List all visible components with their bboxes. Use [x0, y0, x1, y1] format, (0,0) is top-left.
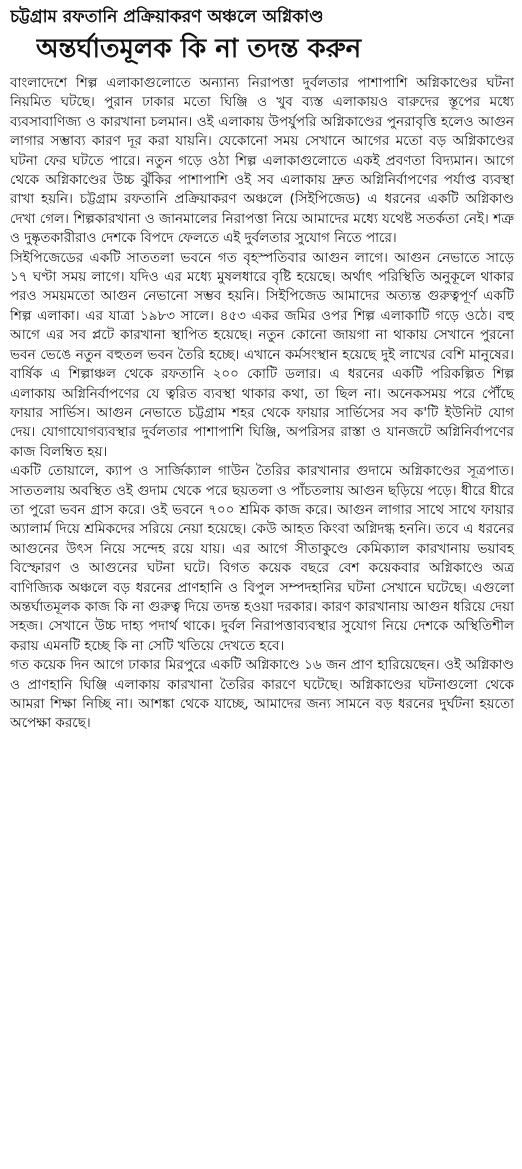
article-paragraph-2: সিইপিজেডের একটি সাততলা ভবনে গত বৃহস্পতিবার আগুন লাগে। আগুন নেভাতে সাড়ে ১৭ ঘণ্টা সময় লাগে। যদিও এর মধ্যে মুষলধারে বৃষ্টি হয়েছে। অর্থাৎ পরিস্থিতি অনুকূলে থাকার পরও সময়মতো আগুন নেভানো সম্ভব হয়নি। সিইপিজেড আমাদের অত্যন্ত গুরুত্বপূর্ণ একটি শিল্প এলাকা। এর যাত্রা ১৯৮৩ সালে। ৪৫৩ একর জমির ওপর শিল্প এলাকাটি গড়ে ওঠে। বহু আগে এর সব প্লটে কারখানা স্থাপিত হয়েছে। নতুন কোনো জায়গা না থাকায় সেখানে পুরনো ভবন ভেঙে নতুন বহুতল ভবন তৈরি হচ্ছে। এখানে কর্মসংস্থান হয়েছে দুই লাখের বেশি মানুষের। বার্ষিক এ শিল্পাঞ্চল থেকে রফতানি ২০০ কোটি ডলার। এ ধরনের একটি পরিকল্পিত শিল্প এলাকায় অগ্নিনির্বাপণের যে ত্বরিত ব্যবস্থা থাকার কথা, তা ছিল না। অনেকসময় পরে পৌঁছে ফায়ার সার্ভিস। আগুন নেভাতে চট্টগ্রাম শহর থেকে ফায়ার সার্ভিসের সব ক'টি ইউনিট যোগ দেয়। যোগাযোগব্যবস্থার দুর্বলতার পাশাপাশি ঘিঞ্জি, অপরিসর রাস্তা ও যানজটে অগ্নিনির্বাপণের কাজ বিলম্বিত হয়। [10, 249, 514, 460]
article-headline: অন্তর্ঘাতমূলক কি না তদন্ত করুন [36, 34, 362, 64]
article-paragraph-4: গত কয়েক দিন আগে ঢাকার মিরপুরে একটি অগ্নিকাণ্ডে ১৬ জন প্রাণ হারিয়েছেন। ওই অগ্নিকাণ্ড ও প্রাণহানি ঘিঞ্জি এলাকায় কারখানা তৈরির কারণে ঘটেছে। অগ্নিকাণ্ডের ঘটনাগুলো থেকে আমরা শিক্ষা নিচ্ছি না। আশঙ্কা থেকে যাচ্ছে, আমাদের জন্য সামনে বড় ধরনের দুর্ঘটনা হয়তো অপেক্ষা করছে। [10, 657, 514, 732]
article-body [10, 74, 514, 734]
article-kicker: চট্টগ্রাম রফতানি প্রক্রিয়াকরণ অঞ্চলে অগ্নিকাণ্ড [10, 7, 324, 27]
article-paragraph-1: বাংলাদেশে শিল্প এলাকাগুলোতে অন্যান্য নিরাপত্তা দুর্বলতার পাশাপাশি অগ্নিকাণ্ডের ঘটনা নিয়মিত ঘটছে। পুরান ঢাকার মতো ঘিঞ্জি ও খুব ব্যস্ত এলাকায়ও বারুদের স্তূপের মধ্যে ব্যবসাবাণিজ্য ও কারখানা চলমান। ওই এলাকায় উপর্যুপরি অগ্নিকাণ্ডের পুনরাবৃত্তি হলেও আগুন লাগার সম্ভাব্য কারণ দূর করা যায়নি। যেকোনো সময় সেখানে আগের মতো বড় অগ্নিকাণ্ডের ঘটনা ফের ঘটতে পারে। নতুন গড়ে ওঠা শিল্প এলাকাগুলোতে একই প্রবণতা বিদ্যমান। আগে থেকে অগ্নিকাণ্ডের উচ্চ ঝুঁকির পাশাপাশি ওই সব এলাকায় দ্রুত অগ্নিনির্বাপণের পর্যাপ্ত ব্যবস্থা রাখা হয়নি। চট্টগ্রাম রফতানি প্রক্রিয়াকরণ অঞ্চলে (সিইপিজেড) এ ধরনের একটি অগ্নিকাণ্ড দেখা গেল। শিল্পকারখানা ও জানমালের নিরাপত্তা নিয়ে আমাদের মধ্যে যথেষ্ট সতর্কতা নেই। শত্রু ও দুষ্কৃতকারীরাও দেশকে বিপদে ফেলতে এই দুর্বলতার সুযোগ নিতে পারে। [10, 75, 514, 247]
article-paragraph-3: একটি তোয়ালে, ক্যাপ ও সার্জিক্যাল গাউন তৈরির কারখানার গুদামে অগ্নিকাণ্ডের সূত্রপাত। সাততলায় অবস্থিত ওই গুদাম থেকে পরে ছয়তলা ও পাঁচতলায় আগুন ছড়িয়ে পড়ে। ধীরে ধীরে তা পুরো ভবন গ্রাস করে। ওই ভবনে ৭০০ শ্রমিক কাজ করে। আগুন লাগার সাথে সাথে ফায়ার অ্যালার্ম দিয়ে শ্রমিকদের সরিয়ে নেয়া হয়েছে। কেউ আহত কিংবা অগ্নিদগ্ধ হননি। তবে এ ধরনের আগুনের উৎস নিয়ে সন্দেহ রয়ে যায়। এর আগে সীতাকুণ্ডে কেমিক্যাল কারখানায় ভয়াবহ বিস্ফোরণ ও আগুনের ঘটনা ঘটে। বিগত কয়েক বছরে বেশ কয়েকবার অগ্নিকাণ্ডে অত্র বাণিজ্যিক অঞ্চলে বড় ধরনের প্রাণহানি ও বিপুল সম্পদহানির ঘটনা সেখানে ঘটেছে। এগুলো অন্তর্ঘাতমূলক কাজ কি না গুরুত্ব দিয়ে তদন্ত হওয়া দরকার। কারণ কারখানায় আগুন ধরিয়ে দেয়া সহজ। সেখানে উচ্চ দাহ্য পদার্থ থাকে। দুর্বল নিরাপত্তাব্যবস্থার সুযোগ নিয়ে দেশকে অস্থিতিশীল করায় এমনটি হচ্ছে কি না সেটি খতিয়ে দেখতে হবে। [10, 463, 514, 654]
